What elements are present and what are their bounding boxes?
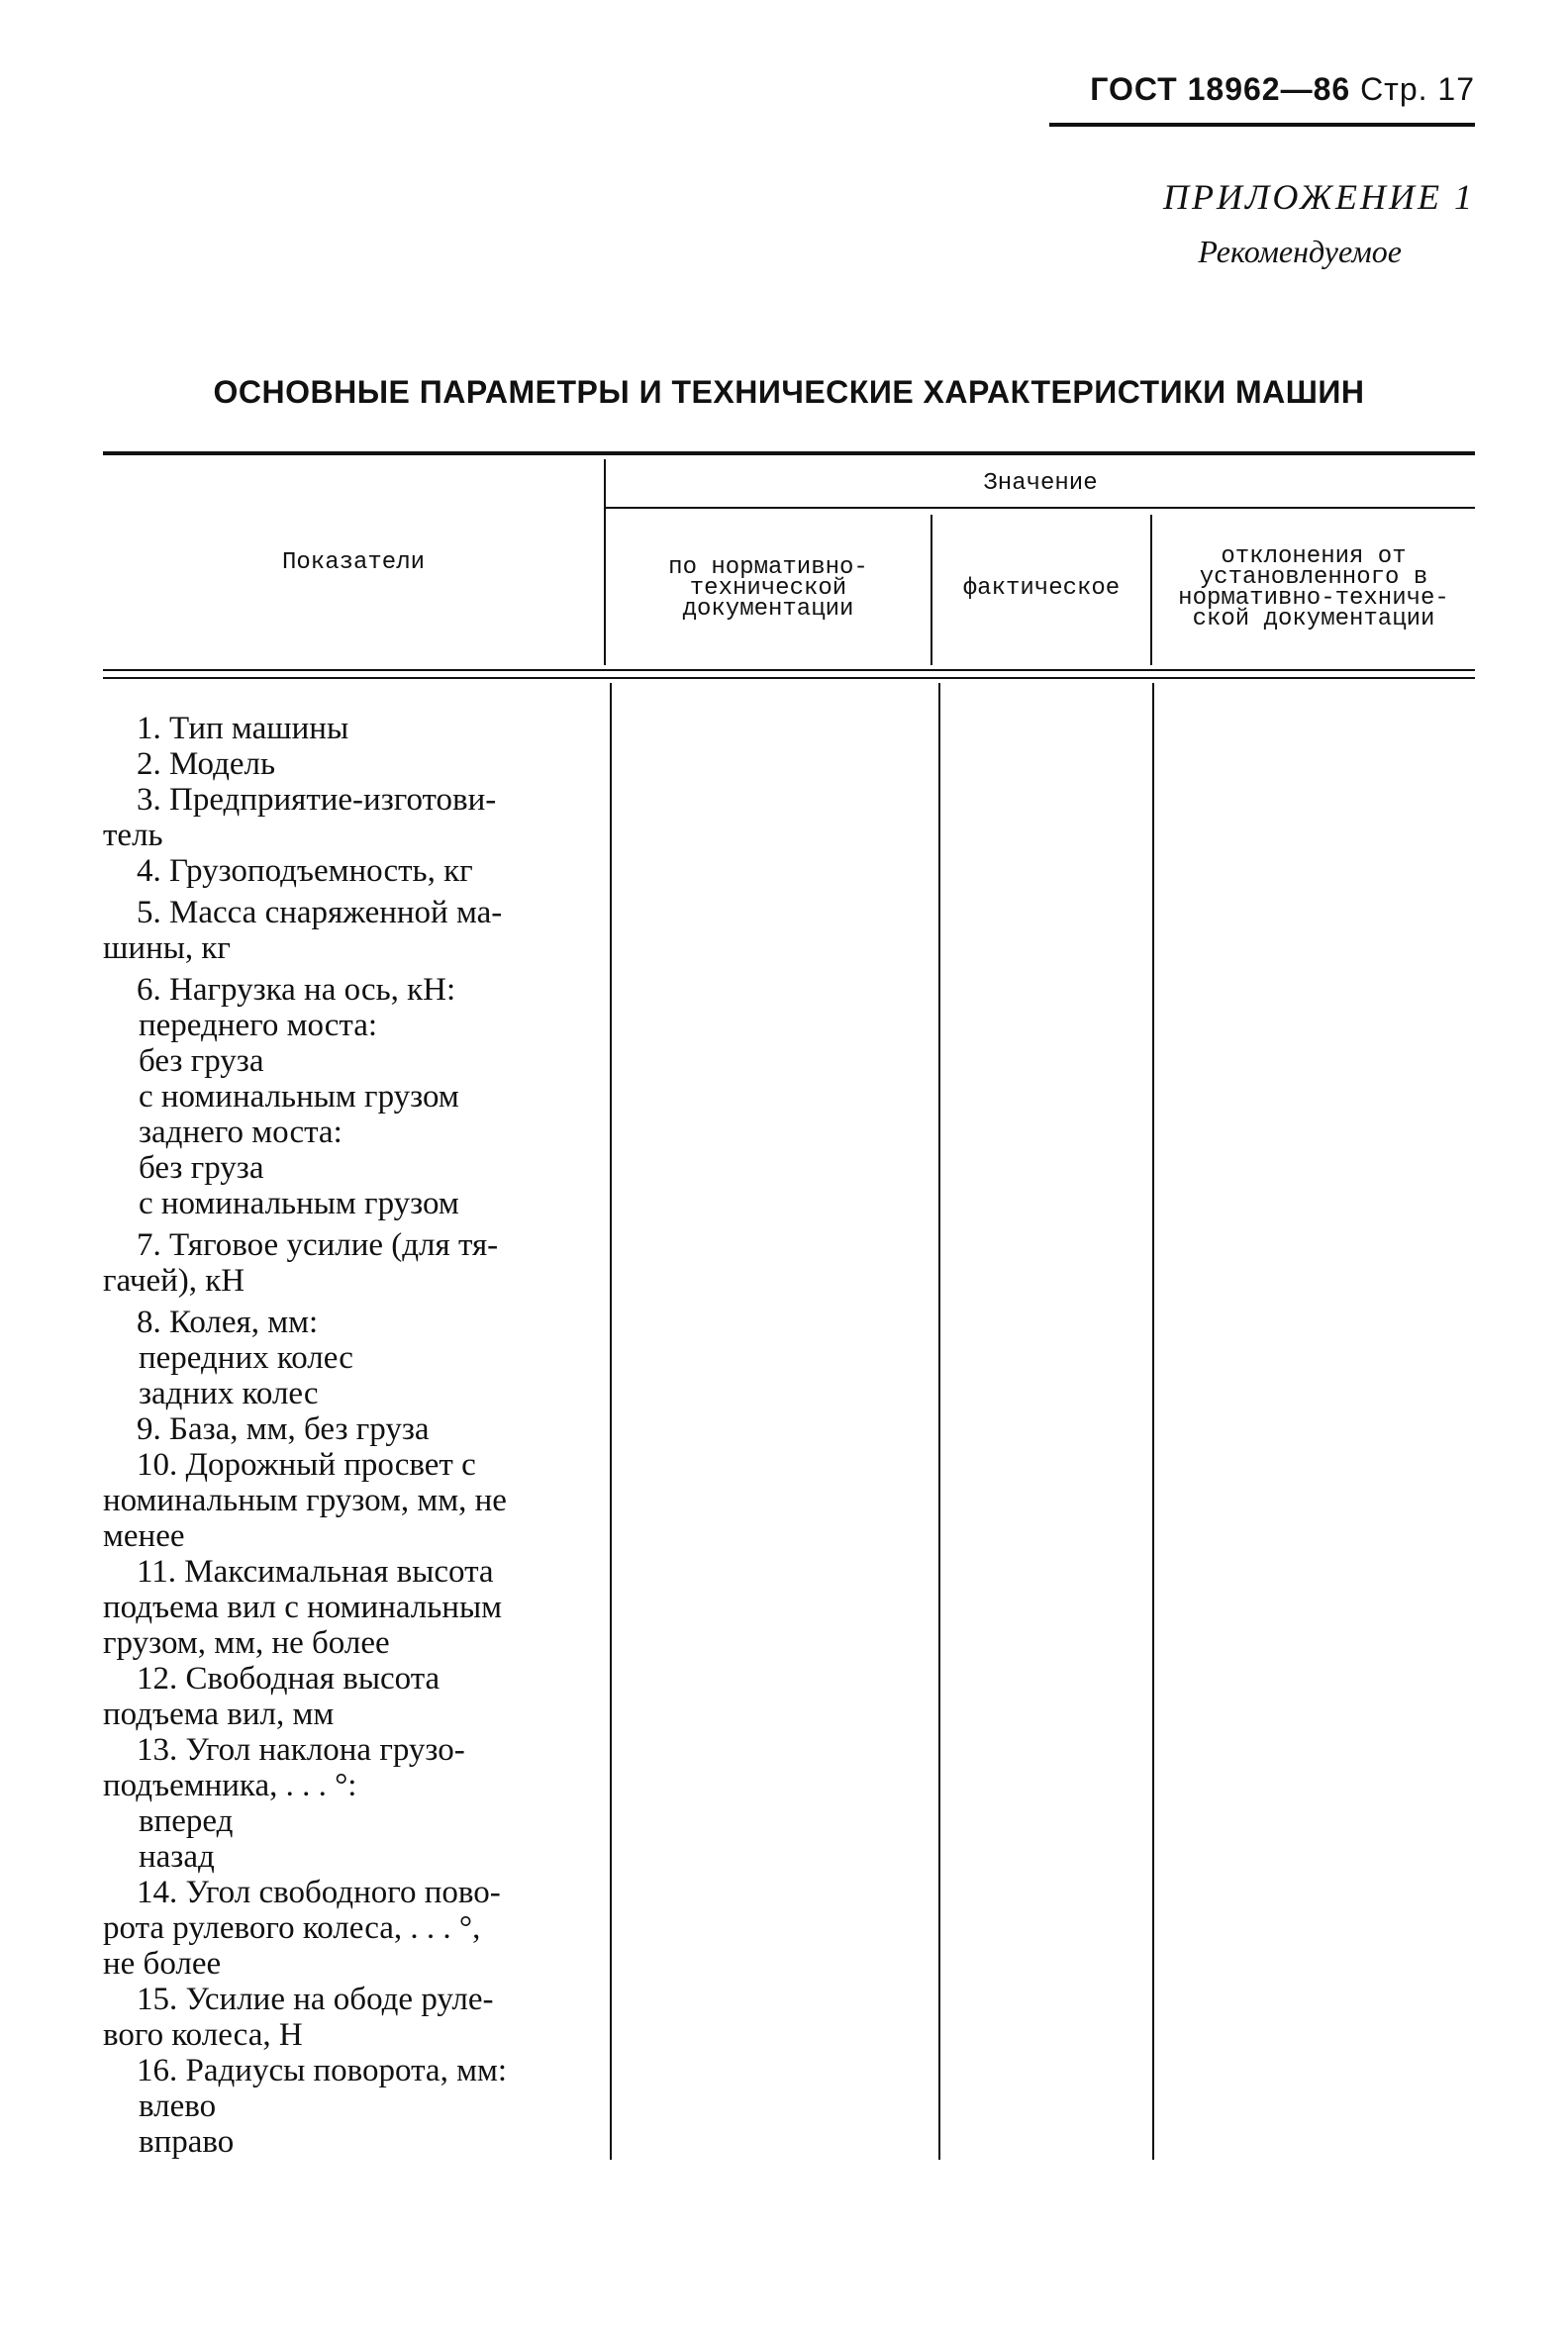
page-header bbox=[1090, 71, 1475, 108]
table-row: 12. Свободная высота подъема вил, мм bbox=[103, 1661, 441, 1732]
column-header-indicators: Показатели bbox=[281, 548, 426, 576]
indicator-list bbox=[103, 711, 592, 2160]
table-row: 11. Максимальная высота подъема вил с номинальным грузом, мм, не более bbox=[103, 1554, 503, 1661]
column-header-deviation: отклонения от установленного в нормативно-техниче- ской документации bbox=[1178, 543, 1449, 632]
table-row: 7. Тяговое усилие (для тя- гачей), кН bbox=[103, 1227, 499, 1299]
table-row: 6. Нагрузка на ось, кН: переднего моста: без груза с номинальным грузом заднего моста: без груза с номинальным грузом bbox=[137, 972, 459, 1221]
table-row: 15. Усилие на ободе руле- вого колеса, Н bbox=[103, 1982, 494, 2053]
table-row: 14. Угол свободного пово- рота рулевого колеса, . . . °, не более bbox=[103, 1875, 501, 1982]
table-row: 10. Дорожный просвет с номинальным грузом, мм, не менее bbox=[103, 1447, 507, 1554]
body-divider-2 bbox=[938, 683, 940, 2160]
document-title: ОСНОВНЫЕ ПАРАМЕТРЫ И ТЕХНИЧЕСКИЕ ХАРАКТЕРИСТИКИ МАШИН bbox=[213, 374, 1365, 410]
group-header-rule bbox=[604, 507, 1475, 509]
standard-number: ГОСТ 18962—86 bbox=[1090, 71, 1351, 107]
header-rule bbox=[1049, 123, 1475, 127]
page-number: Стр. 17 bbox=[1360, 71, 1475, 107]
table-row: 13. Угол наклона грузо- подъемника, . . . °: вперед назад bbox=[103, 1732, 465, 1875]
header-bottom-rule-1 bbox=[103, 669, 1475, 671]
column-header-actual: фактическое bbox=[962, 574, 1121, 602]
appendix-title: ПРИЛОЖЕНИЕ 1 bbox=[1163, 177, 1475, 217]
table-top-rule bbox=[103, 451, 1475, 455]
body-divider-1 bbox=[610, 683, 612, 2160]
table-row: 16. Радиусы поворота, мм: влево вправо bbox=[137, 2053, 508, 2160]
table-row: 9. База, мм, без груза bbox=[137, 1411, 430, 1447]
column-header-normative: по нормативно- технической документации bbox=[668, 553, 868, 623]
table-row: 8. Колея, мм: передних колес задних колес bbox=[137, 1305, 353, 1411]
table-row: 1. Тип машины bbox=[137, 711, 349, 746]
body-divider-3 bbox=[1152, 683, 1154, 2160]
appendix-subtitle: Рекомендуемое bbox=[1198, 234, 1402, 269]
column-group-header-value: Значение bbox=[983, 469, 1098, 497]
table-row: 2. Модель bbox=[137, 746, 276, 782]
table-row: 5. Масса снаряженной ма- шины, кг bbox=[103, 895, 503, 966]
header-bottom-rule-2 bbox=[103, 677, 1475, 679]
table-row: 3. Предприятие-изготови- тель bbox=[103, 782, 497, 853]
table-row: 4. Грузоподъемность, кг bbox=[137, 853, 473, 889]
